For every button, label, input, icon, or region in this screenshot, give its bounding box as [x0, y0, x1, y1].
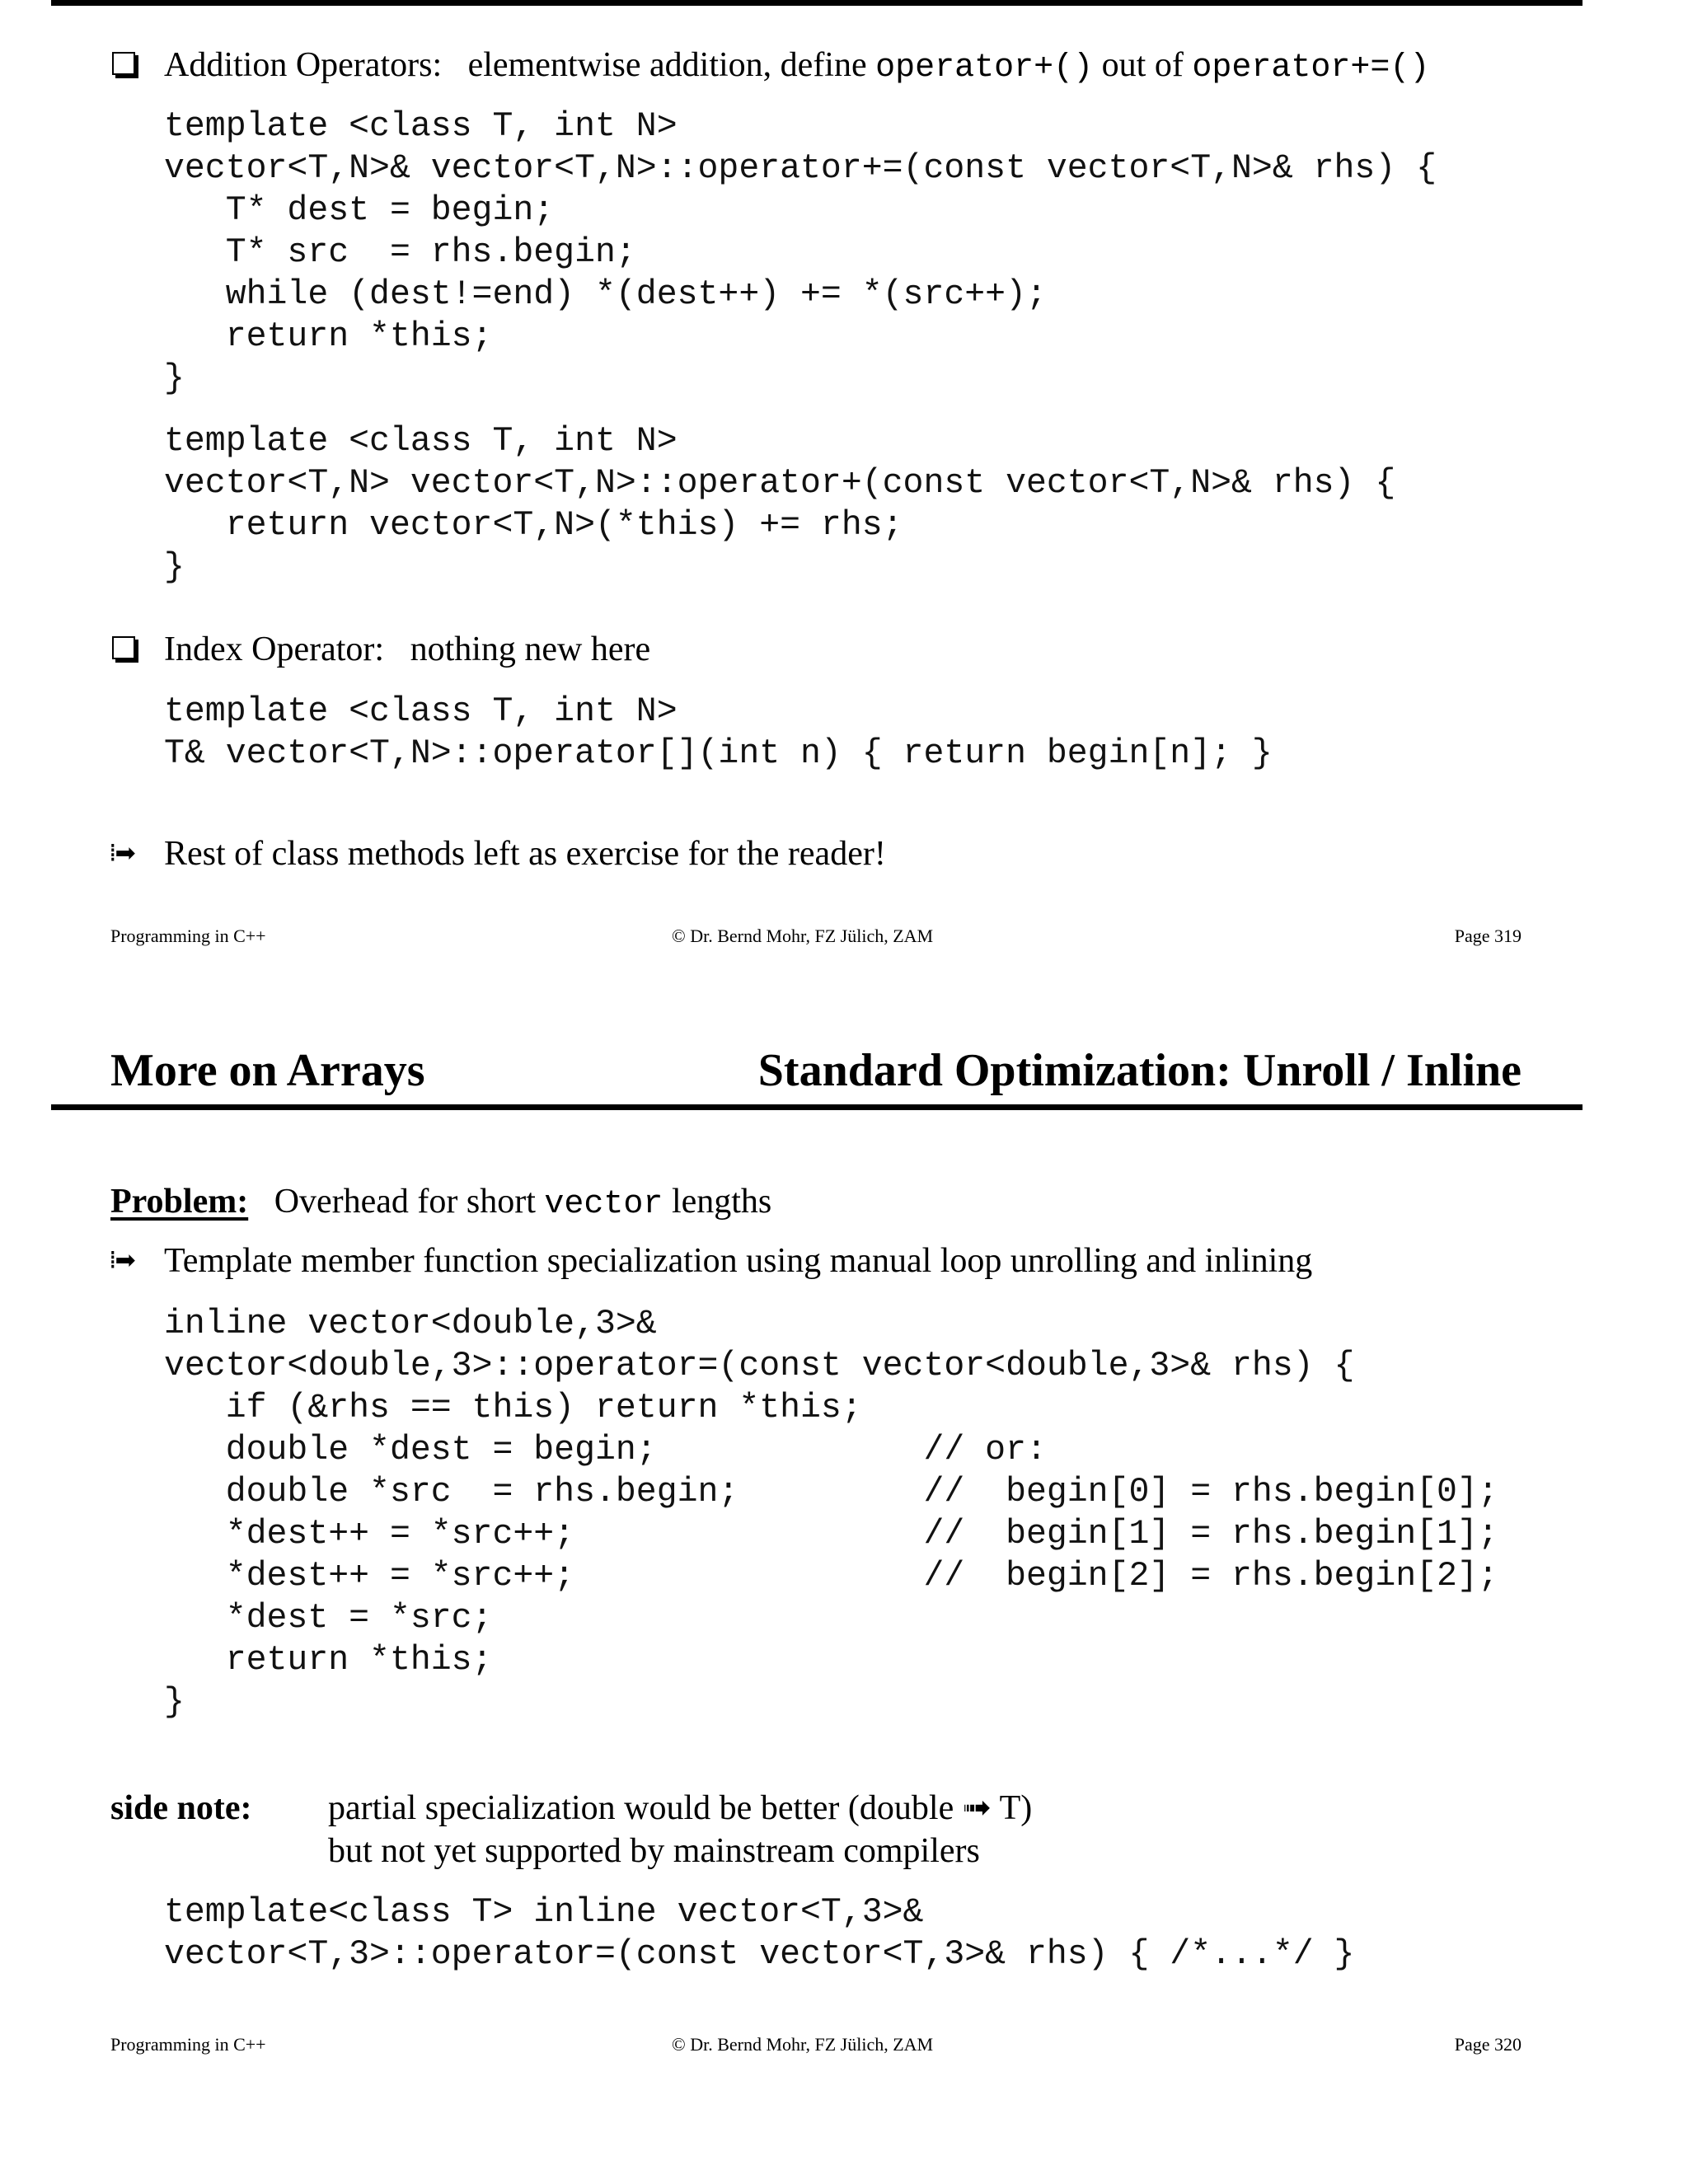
footer-center: © Dr. Bernd Mohr, FZ Jülich, ZAM	[672, 2034, 934, 2055]
arrow-bullet-icon: ⁞➡	[109, 1246, 134, 1275]
footer-center: © Dr. Bernd Mohr, FZ Jülich, ZAM	[672, 926, 934, 946]
addition-operators-line	[164, 44, 1429, 90]
page-title-left: More on Arrays	[110, 1045, 425, 1096]
code-block-index-operator: template <class T, int N> T& vector<T,N>::operator[](int n) { return begin[n]; }	[164, 692, 1273, 773]
footer-left: Programming in C++	[110, 2034, 266, 2055]
addition-desc: elementwise addition, define	[467, 46, 876, 84]
checkbox-bullet-icon	[112, 52, 135, 75]
code-block-unrolled-assign: inline vector<double,3>& vector<double,3>::operator=(const vector<double,3>& rhs) { if (&rhs == this) return *this; double *dest = begin; // or: double *src = rhs.begin; // begin[0] = rhs.begin[0]; *dest++ = *src++; // begin[1] = rhs.begin[1]; *dest++ = *src++; // begin[2] = rhs.begin[2]; *dest = *src; return *this; }	[164, 1305, 1498, 1722]
checkbox-bullet-icon	[112, 636, 135, 659]
footer-page-number: Page 319	[1454, 926, 1522, 946]
addition-desc-mid: out of	[1093, 46, 1193, 84]
problem-line	[110, 1180, 771, 1226]
page-title-right: Standard Optimization: Unroll / Inline	[757, 1045, 1522, 1096]
problem-desc-post: lengths	[663, 1183, 772, 1221]
arrow-bullet-icon: ⁞➡	[109, 839, 134, 868]
title-rule	[51, 1104, 1582, 1110]
operator-plus-code: operator+()	[875, 49, 1094, 87]
code-block-partial-specialization: template<class T> inline vector<T,3>& vector<T,3>::operator=(const vector<T,3>& rhs) { /*...*/ }	[164, 1893, 1355, 1974]
index-desc: nothing new here	[410, 630, 651, 668]
specialization-bullet: Template member function specialization using manual loop unrolling and inlining	[164, 1242, 1313, 1280]
code-block-operator-plus-eq: template <class T, int N> vector<T,N>& vector<T,N>::operator+=(const vector<T,N>& rhs) { T* dest = begin; T* src = rhs.begin; while (dest!=end) *(dest++) += *(src++); return *this; }	[164, 107, 1437, 398]
index-label: Index Operator:	[164, 630, 385, 668]
side-note-line1: partial specialization would be better (double ➟ T)	[328, 1789, 1033, 1827]
rest-note: Rest of class methods left as exercise for the reader!	[164, 835, 886, 873]
problem-desc-code: vector	[544, 1186, 663, 1223]
side-note-label: side note:	[110, 1789, 252, 1827]
problem-label: Problem:	[110, 1183, 249, 1221]
addition-label: Addition Operators:	[164, 46, 443, 84]
side-note-line2: but not yet supported by mainstream compilers	[328, 1832, 980, 1870]
index-operator-line	[164, 628, 650, 671]
footer-left: Programming in C++	[110, 926, 266, 946]
top-rule	[51, 0, 1582, 6]
code-block-operator-plus: template <class T, int N> vector<T,N> vector<T,N>::operator+(const vector<T,N>& rhs) { return vector<T,N>(*this) += rhs; }	[164, 422, 1396, 587]
footer-page-number: Page 320	[1454, 2034, 1522, 2055]
problem-desc: Overhead for short	[274, 1183, 545, 1221]
operator-plus-eq-code: operator+=()	[1192, 49, 1430, 87]
